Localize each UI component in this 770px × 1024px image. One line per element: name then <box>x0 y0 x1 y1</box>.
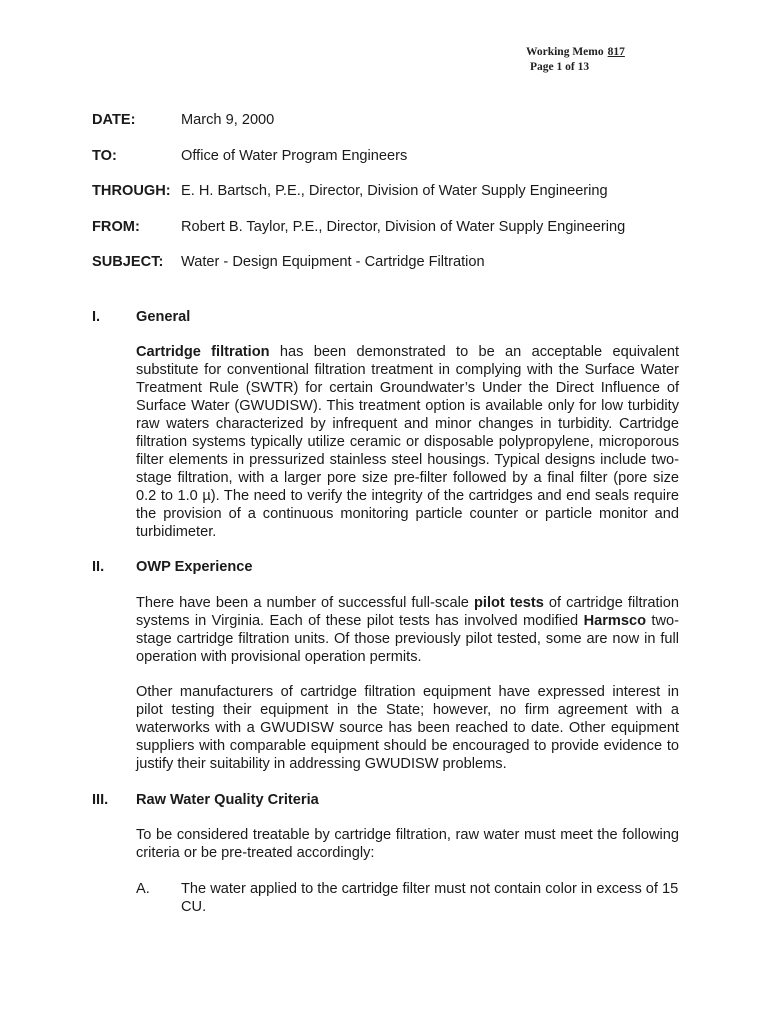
harmsco-term: Harmsco <box>583 613 647 629</box>
to-value: Office of Water Program Engineers <box>181 148 408 164</box>
section-numeral: I. <box>92 309 101 325</box>
memo-reference <box>526 45 656 75</box>
criteria-intro-paragraph: To be considered treatable by cartridge filtration, raw water must meet the following criteria or be pre-treated accordingly: <box>136 827 679 861</box>
owp-paragraph-1-text-b: of cartridge filtration systems in Virginia. Each of these pilot tests has involved modified <box>136 595 680 629</box>
owp-paragraph-1-text-c: two-stage cartridge filtration units. Of those previously pilot tested, some are now in full operation with provisional operation permits. <box>136 613 679 665</box>
date-row <box>92 112 692 132</box>
subject-row <box>92 254 692 274</box>
date-label: DATE: <box>92 112 136 128</box>
pilot-tests-term: pilot tests <box>473 595 544 611</box>
section-title: OWP Experience <box>136 559 253 575</box>
page-number: Page 1 of 13 <box>530 61 590 73</box>
criteria-item-label: A. <box>136 881 150 897</box>
from-label: FROM: <box>92 219 140 235</box>
criteria-item-text: The water applied to the cartridge filter must not contain color in excess of 15 CU. <box>181 881 679 915</box>
working-memo-label: Working Memo <box>526 46 604 58</box>
to-label: TO: <box>92 148 117 164</box>
section-title: Raw Water Quality Criteria <box>136 792 319 808</box>
date-value: March 9, 2000 <box>181 112 275 128</box>
section-title: General <box>136 309 191 325</box>
subject-value: Water - Design Equipment - Cartridge Filtration <box>181 254 485 270</box>
working-memo-number: 817 <box>607 46 625 58</box>
general-paragraph <box>136 343 679 541</box>
to-row <box>92 148 692 168</box>
subject-label: SUBJECT: <box>92 254 164 270</box>
from-row <box>92 219 692 239</box>
owp-paragraph-1-text-a: There have been a number of successful full-scale <box>136 595 474 611</box>
through-value: E. H. Bartsch, P.E., Director, Division of Water Supply Engineering <box>181 183 608 199</box>
section-numeral: III. <box>92 792 109 808</box>
section-numeral: II. <box>92 559 105 575</box>
owp-paragraph-1 <box>136 594 679 666</box>
through-label: THROUGH: <box>92 183 171 199</box>
through-row <box>92 183 692 203</box>
owp-paragraph-2: Other manufacturers of cartridge filtration equipment have expressed interest in pilot testing their equipment in the State; however, no firm agreement with a waterworks with a GWUDISW source has been reached to date. Other equipment suppliers with comparable equipment should be encouraged to provide evidence to justify their suitability in addressing GWUDISW problems. <box>136 684 679 772</box>
cartridge-filtration-term: Cartridge filtration <box>136 344 270 360</box>
from-value: Robert B. Taylor, P.E., Director, Division of Water Supply Engineering <box>181 219 626 235</box>
general-paragraph-text: has been demonstrated to be an acceptable equivalent substitute for conventional filtration treatment in complying with the Surface Water Treatment Rule (SWTR) for certain Groundwater’s Under the Direct Influence of Surface Water (GWUDISW). This treatment option is available only for low turbidity raw waters characterized by infrequent and minor changes in turbidity. Cartridge filtration systems typically utilize ceramic or disposable polypropylene, microporous filter elements in pressurized stainless steel housings. Typical designs include two-stage filtration, with a larger pore size pre-filter followed by a final filter (pore size 0.2 to 1.0 µ). The need to verify the integrity of the cartridges and end seals require the provision of a continuous monitoring particle counter or particle monitor and turbidimeter. <box>136 344 680 540</box>
